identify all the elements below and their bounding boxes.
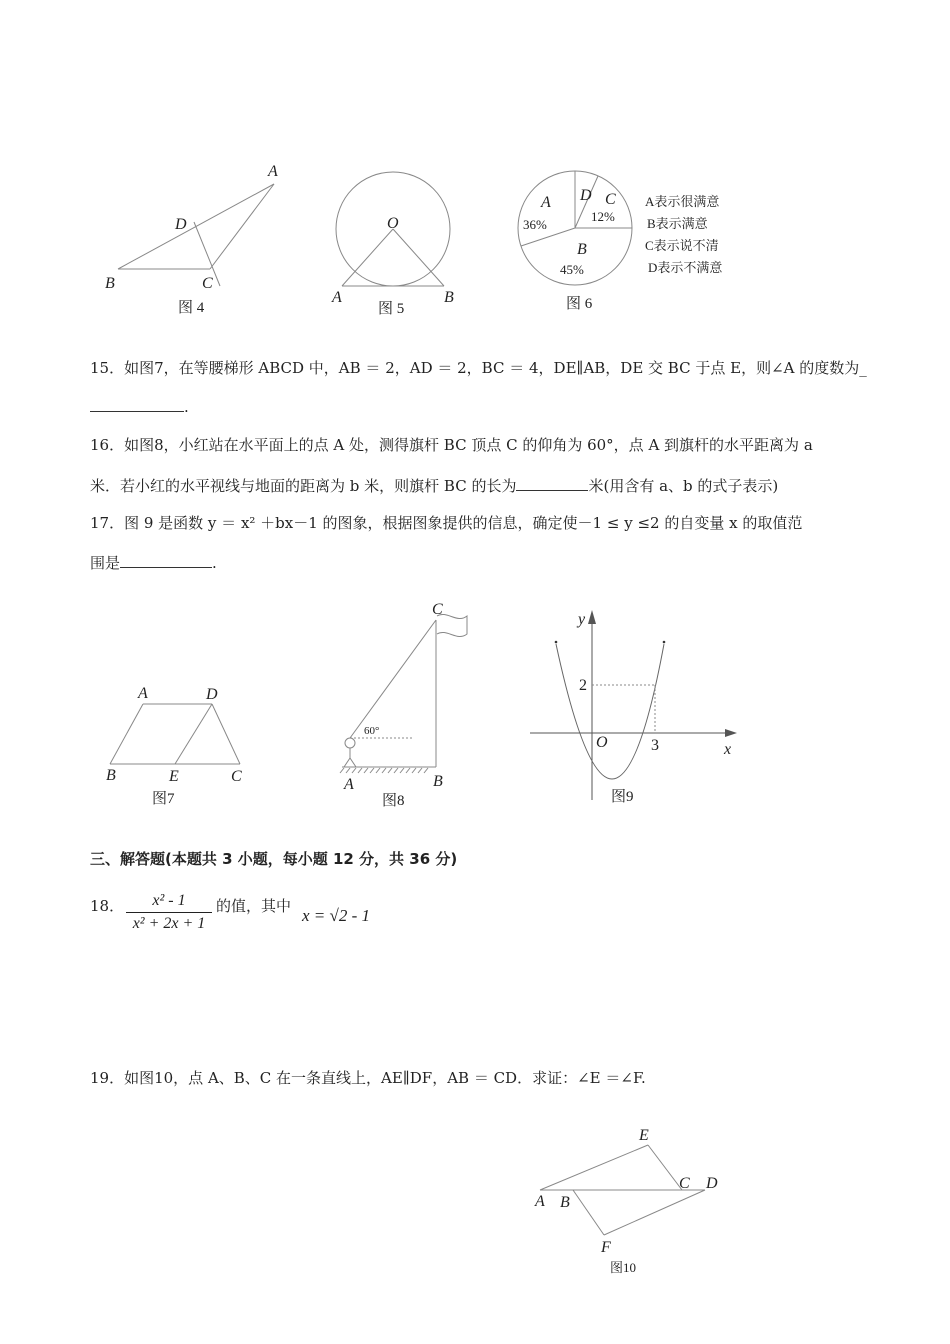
fig5-caption: 图 5 [378, 301, 405, 317]
fig8-label-b: B [433, 773, 443, 790]
fig7-label-b: B [106, 767, 116, 784]
fig8-diagram [340, 614, 467, 773]
q16-line2b: 米(用含有 a、b 的式子表示) [588, 477, 779, 495]
fig9-label-y: y [578, 611, 586, 628]
pie-label-d: D [580, 187, 592, 204]
question-17-line2 [90, 553, 217, 573]
fig4-label-c: C [202, 275, 213, 292]
q18-fraction [126, 892, 212, 933]
fig7-trapezoid [110, 704, 240, 764]
q15-blank [90, 397, 184, 412]
fig5-label-a: A [332, 289, 342, 306]
fig4-label-b: B [105, 275, 115, 292]
fig10-label-b: B [560, 1194, 570, 1211]
q18-condition: x = √2 - 1 [302, 906, 371, 925]
fig8-label-c: C [432, 601, 443, 618]
parabola-curve [556, 644, 664, 779]
q17-line1: 17．图 9 是函数 y ＝ x² ＋bx－1 的图象，根据图象提供的信息，确定使－1 ≤ y ≤2 的自变量 x 的取值范 [90, 514, 803, 532]
fig10-label-c: C [679, 1175, 690, 1192]
pie-pct-a: 36% [523, 217, 547, 232]
question-18 [90, 895, 124, 916]
question-17-line1 [90, 513, 802, 533]
question-16-line2 [90, 476, 778, 496]
fig8-caption: 图8 [382, 793, 405, 809]
fig10-label-a: A [535, 1193, 545, 1210]
fig10-label-f: F [601, 1239, 611, 1256]
fig4-caption: 图 4 [178, 300, 205, 316]
fig7-label-a: A [138, 685, 148, 702]
fig6-legend-c: C表示说不清 [645, 238, 719, 253]
fig10-caption: 图10 [610, 1260, 637, 1275]
fig9-graph [530, 610, 737, 800]
q17-line2: 围是 [90, 554, 121, 572]
q17-blank [120, 553, 212, 568]
fig5-label-b: B [444, 289, 454, 306]
fig7-label-e: E [169, 768, 179, 785]
question-19 [90, 1068, 646, 1088]
fig6-legend-d: D表示不满意 [648, 260, 723, 275]
fig8-angle: 60° [364, 725, 380, 737]
q18-numerator: x² - 1 [126, 892, 212, 913]
question-16-line1 [90, 435, 813, 455]
q16-line2a: 米．若小红的水平视线与地面的距离为 b 米，则旗杆 BC 的长为 [90, 477, 517, 495]
fig6-caption: 图 6 [566, 296, 593, 312]
fig4-label-a: A [268, 163, 278, 180]
fig6-legend-a: A表示很满意 [645, 194, 720, 209]
pie-label-a: A [541, 194, 551, 211]
fig7-caption: 图7 [152, 791, 175, 807]
fig9-caption: 图9 [611, 789, 634, 805]
pie-label-b: B [577, 241, 587, 258]
fig4-label-d: D [175, 216, 187, 233]
fig9-label-x: x [724, 741, 732, 758]
fig6-legend-b: B表示满意 [647, 216, 708, 231]
q15-answer-line [90, 397, 189, 417]
section-3-heading: 三、解答题(本题共 3 小题，每小题 12 分，共 36 分) [90, 850, 458, 868]
pie-pct-b: 45% [560, 262, 584, 277]
fig9-label-o: O [596, 734, 608, 751]
q16-blank [516, 476, 588, 491]
q18-mid: 的值，其中 [216, 897, 292, 915]
fig10-label-d: D [706, 1175, 718, 1192]
fig8-label-a: A [344, 776, 354, 793]
x-axis-arrow [725, 729, 737, 737]
q17-end: . [212, 554, 217, 572]
q16-line1: 16．如图8，小红站在水平面上的点 A 处，测得旗杆 BC 顶点 C 的仰角为 60°，点 A 到旗杆的水平距离为 a [90, 436, 813, 454]
q18-denominator: x² + 2x + 1 [132, 915, 206, 932]
fig10-label-e: E [639, 1127, 649, 1144]
pie-pct-c: 12% [591, 209, 615, 224]
fig4-triangle [118, 184, 274, 286]
pie-label-c: C [605, 191, 616, 208]
q15-text: 15．如图7，在等腰梯形 ABCD 中，AB ＝ 2，AD ＝ 2，BC ＝ 4，DE∥AB，DE 交 BC 于点 E，则∠A 的度数为_ [90, 359, 867, 377]
fig7-label-d: D [206, 686, 218, 703]
q19-text: 19．如图10，点 A、B、C 在一条直线上，AE∥DF，AB ＝ CD．求证：∠E ＝∠F. [90, 1069, 646, 1087]
question-15 [90, 358, 867, 378]
fig5-label-o: O [387, 215, 399, 232]
q15-end: . [184, 398, 189, 416]
fig9-label-three: 3 [651, 737, 659, 754]
y-axis-arrow [588, 610, 596, 624]
fig9-label-two: 2 [579, 677, 587, 694]
fig7-label-c: C [231, 768, 242, 785]
q18-number: 18． [90, 897, 125, 915]
